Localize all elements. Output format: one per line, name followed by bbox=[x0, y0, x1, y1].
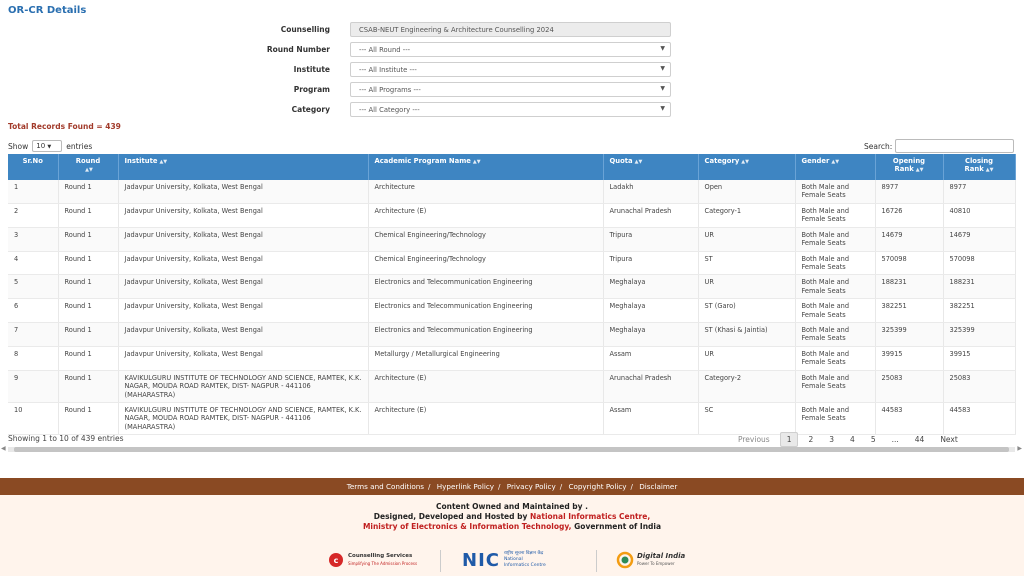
cell-round: Round 1 bbox=[58, 275, 118, 299]
cell-sr-no: 4 bbox=[8, 251, 58, 275]
program-select[interactable]: --- All Programs --- ▼ bbox=[350, 82, 671, 97]
footer-ministry: Ministry of Electronics & Information Technology, Government of India bbox=[362, 522, 662, 531]
program-label: Program bbox=[293, 85, 330, 94]
pagination-page-1[interactable]: 1 bbox=[780, 432, 799, 447]
sort-icon: ▲▼ bbox=[472, 159, 481, 165]
digital-india-icon bbox=[616, 551, 634, 569]
cell-opening-rank: 14679 bbox=[875, 227, 943, 251]
cell-program: Electronics and Telecommunication Engineering bbox=[368, 323, 603, 347]
th-closing-rank[interactable]: Closing Rank ▲▼ bbox=[943, 154, 1015, 180]
table-row bbox=[8, 402, 1015, 434]
cell-quota: Assam bbox=[603, 346, 698, 370]
counselling-logo-title: Counselling Services bbox=[348, 553, 413, 559]
cell-sr-no: 6 bbox=[8, 299, 58, 323]
filter-row-round bbox=[0, 42, 1024, 58]
cell-closing-rank: 40810 bbox=[943, 204, 1015, 228]
institute-select[interactable]: --- All Institute --- ▼ bbox=[350, 62, 671, 77]
cell-closing-rank: 39915 bbox=[943, 346, 1015, 370]
horizontal-scrollbar[interactable] bbox=[1, 445, 1022, 452]
filter-row-program bbox=[0, 82, 1024, 98]
chevron-down-icon: ▼ bbox=[47, 144, 52, 150]
table-row bbox=[8, 251, 1015, 275]
cell-round: Round 1 bbox=[58, 180, 118, 204]
cell-gender: Both Male and Female Seats bbox=[795, 227, 875, 251]
cell-gender: Both Male and Female Seats bbox=[795, 204, 875, 228]
cell-program: Architecture (E) bbox=[368, 370, 603, 402]
sort-icon: ▲▼ bbox=[985, 167, 994, 173]
footer-link-disclaimer[interactable]: Disclaimer bbox=[639, 482, 678, 491]
pagination-page-44[interactable]: 44 bbox=[914, 435, 925, 444]
cell-institute: KAVIKULGURU INSTITUTE OF TECHNOLOGY AND SCIENCE, RAMTEK, K.K. NAGAR, MOUDA ROAD RAMTEK, DIST- NAGPUR - 441106 (MAHARASTRA) bbox=[118, 370, 368, 402]
footer-logos bbox=[0, 548, 1024, 574]
table-header-row bbox=[8, 154, 1015, 180]
scroll-left-icon[interactable]: ◀ bbox=[1, 445, 6, 452]
cell-quota: Assam bbox=[603, 402, 698, 434]
entries-select[interactable]: 10 ▼ bbox=[32, 140, 62, 152]
pagination-page-3[interactable]: 3 bbox=[829, 435, 835, 444]
cell-program: Chemical Engineering/Technology bbox=[368, 227, 603, 251]
cell-category: ST (Garo) bbox=[698, 299, 795, 323]
cell-opening-rank: 8977 bbox=[875, 180, 943, 204]
table-row bbox=[8, 275, 1015, 299]
cell-round: Round 1 bbox=[58, 299, 118, 323]
cell-round: Round 1 bbox=[58, 402, 118, 434]
institute-label: Institute bbox=[293, 65, 330, 74]
footer-links: Terms and Conditions / Hyperlink Policy / Privacy Policy / Copyright Policy / Disclaimer bbox=[0, 478, 1024, 495]
cell-program: Architecture (E) bbox=[368, 402, 603, 434]
meity-link[interactable]: Ministry of Electronics & Information Technology, bbox=[362, 522, 572, 531]
th-program[interactable]: Academic Program Name ▲▼ bbox=[368, 154, 603, 180]
cell-closing-rank: 325399 bbox=[943, 323, 1015, 347]
cell-opening-rank: 188231 bbox=[875, 275, 943, 299]
cell-round: Round 1 bbox=[58, 251, 118, 275]
th-quota[interactable]: Quota ▲▼ bbox=[603, 154, 698, 180]
sort-icon: ▲▼ bbox=[915, 167, 924, 173]
cell-category: UR bbox=[698, 227, 795, 251]
filter-row-counselling bbox=[0, 22, 1024, 38]
cell-gender: Both Male and Female Seats bbox=[795, 370, 875, 402]
category-label: Category bbox=[291, 105, 330, 114]
sort-icon: ▲▼ bbox=[159, 159, 168, 165]
chevron-down-icon: ▼ bbox=[660, 45, 665, 52]
cell-round: Round 1 bbox=[58, 370, 118, 402]
filter-row-category bbox=[0, 102, 1024, 118]
search-label: Search: bbox=[864, 141, 893, 151]
cell-program: Architecture bbox=[368, 180, 603, 204]
sort-icon: ▲▼ bbox=[741, 159, 749, 165]
logo-divider bbox=[440, 550, 441, 572]
chevron-down-icon: ▼ bbox=[660, 85, 665, 92]
cell-gender: Both Male and Female Seats bbox=[795, 402, 875, 434]
footer-link-hyperlink[interactable]: Hyperlink Policy bbox=[436, 482, 495, 491]
cell-program: Electronics and Telecommunication Engineering bbox=[368, 275, 603, 299]
entries-label: entries bbox=[66, 141, 93, 151]
digital-india-title: Digital India bbox=[637, 552, 686, 560]
cell-opening-rank: 570098 bbox=[875, 251, 943, 275]
category-select[interactable]: --- All Category --- ▼ bbox=[350, 102, 671, 117]
pagination-next[interactable]: Next bbox=[940, 435, 958, 444]
cell-round: Round 1 bbox=[58, 204, 118, 228]
cell-institute: Jadavpur University, Kolkata, West Bengal bbox=[118, 251, 368, 275]
cell-sr-no: 5 bbox=[8, 275, 58, 299]
cell-category: ST (Khasi & Jaintia) bbox=[698, 323, 795, 347]
cell-closing-rank: 44583 bbox=[943, 402, 1015, 434]
pagination-page-4[interactable]: 4 bbox=[850, 435, 855, 444]
counselling-field: CSAB-NEUT Engineering & Architecture Counselling 2024 bbox=[350, 22, 671, 37]
cell-institute: Jadavpur University, Kolkata, West Bengal bbox=[118, 227, 368, 251]
entries-length bbox=[8, 140, 92, 152]
scrollbar-thumb[interactable] bbox=[14, 447, 1009, 452]
cell-sr-no: 1 bbox=[8, 180, 58, 204]
cell-opening-rank: 44583 bbox=[875, 402, 943, 434]
cell-gender: Both Male and Female Seats bbox=[795, 323, 875, 347]
svg-text:c: c bbox=[333, 556, 339, 565]
footer-owned: Content Owned and Maintained by . bbox=[435, 502, 589, 511]
show-label: Show bbox=[8, 141, 29, 151]
counselling-services-logo[interactable] bbox=[328, 548, 436, 572]
pagination-ellipsis: ... bbox=[891, 435, 899, 444]
cell-gender: Both Male and Female Seats bbox=[795, 180, 875, 204]
table-row bbox=[8, 323, 1015, 347]
cell-category: UR bbox=[698, 346, 795, 370]
page-title: OR-CR Details bbox=[8, 5, 87, 16]
cell-program: Metallurgy / Metallurgical Engineering bbox=[368, 346, 603, 370]
table-row bbox=[8, 204, 1015, 228]
th-gender[interactable]: Gender ▲▼ bbox=[795, 154, 875, 180]
cell-category: SC bbox=[698, 402, 795, 434]
cell-round: Round 1 bbox=[58, 346, 118, 370]
cell-closing-rank: 8977 bbox=[943, 180, 1015, 204]
cell-sr-no: 10 bbox=[8, 402, 58, 434]
cell-sr-no: 9 bbox=[8, 370, 58, 402]
footer-link-copyright[interactable]: Copyright Policy bbox=[568, 482, 627, 491]
nic-logo-full: National Informatics Centre bbox=[503, 557, 546, 568]
cell-quota: Meghalaya bbox=[603, 323, 698, 347]
cell-institute: Jadavpur University, Kolkata, West Bengal bbox=[118, 323, 368, 347]
cell-closing-rank: 382251 bbox=[943, 299, 1015, 323]
th-institute[interactable]: Institute ▲▼ bbox=[118, 154, 368, 180]
cell-closing-rank: 25083 bbox=[943, 370, 1015, 402]
th-opening-rank[interactable]: Opening Rank ▲▼ bbox=[875, 154, 943, 180]
cell-category: ST bbox=[698, 251, 795, 275]
cell-program: Electronics and Telecommunication Engineering bbox=[368, 299, 603, 323]
cell-category: Category-2 bbox=[698, 370, 795, 402]
scroll-right-icon[interactable]: ▶ bbox=[1017, 445, 1022, 452]
cell-category: Open bbox=[698, 180, 795, 204]
cell-quota: Ladakh bbox=[603, 180, 698, 204]
search-input[interactable] bbox=[895, 139, 1014, 153]
table-row bbox=[8, 180, 1015, 204]
cell-round: Round 1 bbox=[58, 227, 118, 251]
sort-icon: ▲▼ bbox=[85, 167, 93, 173]
counselling-label: Counselling bbox=[280, 25, 330, 34]
cell-opening-rank: 325399 bbox=[875, 323, 943, 347]
round-select[interactable]: --- All Round --- ▼ bbox=[350, 42, 671, 57]
table-row bbox=[8, 299, 1015, 323]
cell-gender: Both Male and Female Seats bbox=[795, 299, 875, 323]
cell-gender: Both Male and Female Seats bbox=[795, 251, 875, 275]
total-records: Total Records Found = 439 bbox=[8, 122, 121, 131]
table-row bbox=[8, 370, 1015, 402]
cell-closing-rank: 14679 bbox=[943, 227, 1015, 251]
digital-india-subtitle: Power To Empower bbox=[637, 561, 675, 566]
cell-opening-rank: 39915 bbox=[875, 346, 943, 370]
cell-quota: Arunachal Pradesh bbox=[603, 204, 698, 228]
cell-quota: Tripura bbox=[603, 227, 698, 251]
th-category[interactable]: Category ▲▼ bbox=[698, 154, 795, 180]
counselling-logo-subtitle: Simplifying The Admission Process bbox=[348, 561, 418, 566]
cell-quota: Arunachal Pradesh bbox=[603, 370, 698, 402]
cell-institute: Jadavpur University, Kolkata, West Bengal bbox=[118, 180, 368, 204]
digital-india-logo[interactable] bbox=[616, 548, 706, 572]
table-search bbox=[864, 139, 1014, 153]
footer-link-terms[interactable]: Terms and Conditions bbox=[346, 482, 425, 491]
cell-institute: KAVIKULGURU INSTITUTE OF TECHNOLOGY AND SCIENCE, RAMTEK, K.K. NAGAR, MOUDA ROAD RAMTEK, DIST- NAGPUR - 441106 (MAHARASTRA) bbox=[118, 402, 368, 434]
pagination bbox=[730, 432, 966, 447]
cell-opening-rank: 382251 bbox=[875, 299, 943, 323]
cell-round: Round 1 bbox=[58, 323, 118, 347]
orcr-table bbox=[8, 154, 1016, 435]
footer-link-privacy[interactable]: Privacy Policy bbox=[506, 482, 556, 491]
pagination-previous[interactable]: Previous bbox=[738, 435, 770, 444]
cell-institute: Jadavpur University, Kolkata, West Bengal bbox=[118, 275, 368, 299]
round-label: Round Number bbox=[266, 45, 330, 54]
cell-program: Architecture (E) bbox=[368, 204, 603, 228]
th-sr-no[interactable]: Sr.No bbox=[8, 154, 58, 180]
cell-quota: Meghalaya bbox=[603, 275, 698, 299]
cell-closing-rank: 188231 bbox=[943, 275, 1015, 299]
cell-institute: Jadavpur University, Kolkata, West Bengal bbox=[118, 299, 368, 323]
pagination-page-5[interactable]: 5 bbox=[870, 435, 876, 444]
cell-program: Chemical Engineering/Technology bbox=[368, 251, 603, 275]
filter-row-institute bbox=[0, 62, 1024, 78]
table-row bbox=[8, 227, 1015, 251]
cell-sr-no: 2 bbox=[8, 204, 58, 228]
cell-category: Category-1 bbox=[698, 204, 795, 228]
sort-icon: ▲▼ bbox=[634, 159, 643, 165]
cell-sr-no: 3 bbox=[8, 227, 58, 251]
cell-sr-no: 8 bbox=[8, 346, 58, 370]
cell-quota: Tripura bbox=[603, 251, 698, 275]
sort-icon: ▲▼ bbox=[831, 159, 840, 165]
cell-gender: Both Male and Female Seats bbox=[795, 275, 875, 299]
cell-opening-rank: 25083 bbox=[875, 370, 943, 402]
table-row bbox=[8, 346, 1015, 370]
counselling-logo-icon bbox=[328, 552, 344, 568]
cell-quota: Meghalaya bbox=[603, 299, 698, 323]
cell-closing-rank: 570098 bbox=[943, 251, 1015, 275]
nic-link[interactable]: National Informatics Centre, bbox=[530, 512, 651, 521]
logo-divider bbox=[596, 550, 597, 572]
nic-logo[interactable] bbox=[462, 548, 582, 572]
nic-logo-text: NIC bbox=[462, 549, 500, 571]
table-info: Showing 1 to 10 of 439 entries bbox=[8, 434, 124, 443]
th-round[interactable]: Round ▲▼ bbox=[58, 154, 118, 180]
cell-opening-rank: 16726 bbox=[875, 204, 943, 228]
cell-gender: Both Male and Female Seats bbox=[795, 346, 875, 370]
chevron-down-icon: ▼ bbox=[660, 65, 665, 72]
nic-logo-hindi: राष्ट्रीय सूचना विज्ञान केंद्र bbox=[503, 551, 544, 556]
chevron-down-icon: ▼ bbox=[660, 105, 665, 112]
cell-sr-no: 7 bbox=[8, 323, 58, 347]
cell-institute: Jadavpur University, Kolkata, West Bengal bbox=[118, 346, 368, 370]
cell-institute: Jadavpur University, Kolkata, West Bengal bbox=[118, 204, 368, 228]
cell-category: UR bbox=[698, 275, 795, 299]
pagination-page-2[interactable]: 2 bbox=[808, 435, 814, 444]
footer-designed: Designed, Developed and Hosted by National Informatics Centre, bbox=[373, 512, 651, 521]
